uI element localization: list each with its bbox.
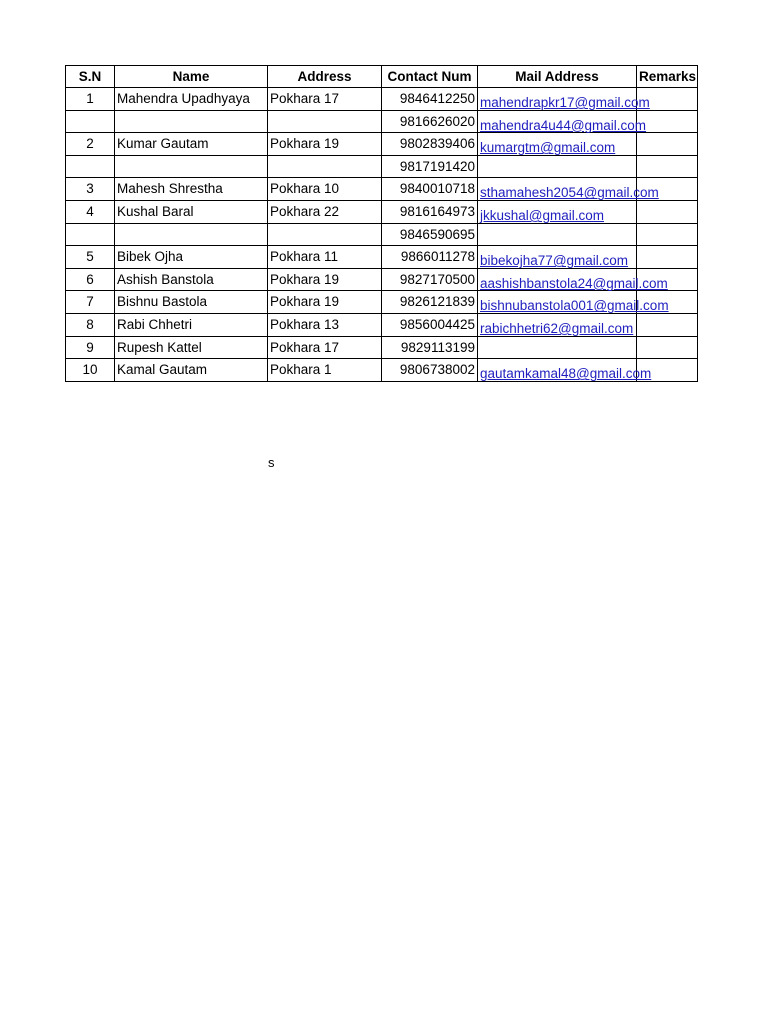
header-sn: S.N: [66, 66, 115, 88]
remarks-cell: [637, 223, 698, 246]
address-cell: Pokhara 17: [268, 336, 382, 359]
table-row: [66, 359, 698, 382]
address-cell: Pokhara 11: [268, 246, 382, 269]
contact-cell: 9829113199: [382, 336, 478, 359]
mail-link[interactable]: mahendrapkr17@gmail.com: [480, 95, 650, 111]
sn-cell: [66, 155, 115, 178]
mail-cell: [478, 178, 659, 201]
sn-cell: 6: [66, 268, 115, 291]
remarks-cell: [637, 133, 698, 156]
name-cell: Kamal Gautam: [115, 359, 268, 382]
mail-link[interactable]: bibekojha77@gmail.com: [480, 253, 629, 269]
contact-cell: 9827170500: [382, 268, 478, 291]
table-row: [66, 223, 698, 246]
sn-cell: 8: [66, 313, 115, 336]
mail-link[interactable]: jkkushal@gmail.com: [480, 208, 604, 224]
name-cell: Kumar Gautam: [115, 133, 268, 156]
mail-cell: [478, 336, 637, 359]
mail-link[interactable]: mahendra4u44@gmail.com: [480, 117, 647, 133]
mail-link[interactable]: sthamahesh2054@gmail.com: [480, 185, 659, 201]
mail-link[interactable]: kumargtm@gmail.com: [480, 140, 616, 156]
name-cell: Mahendra Upadhyaya: [115, 88, 268, 111]
name-cell: Kushal Baral: [115, 200, 268, 223]
sn-cell: 10: [66, 359, 115, 382]
name-cell: Bishnu Bastola: [115, 291, 268, 314]
contact-cell: 9846590695: [382, 223, 478, 246]
mail-cell: [478, 110, 647, 133]
name-cell: Bibek Ojha: [115, 246, 268, 269]
contact-cell: 9856004425: [382, 313, 478, 336]
contact-cell: 9846412250: [382, 88, 478, 111]
address-cell: Pokhara 19: [268, 133, 382, 156]
mail-link[interactable]: gautamkamal48@gmail.com: [480, 366, 652, 382]
header-remarks: Remarks: [637, 66, 698, 88]
mail-cell: [478, 291, 669, 314]
table-row: [66, 155, 698, 178]
address-cell: Pokhara 17: [268, 88, 382, 111]
table-body: [66, 88, 698, 382]
contact-cell: 9806738002: [382, 359, 478, 382]
name-cell: [115, 223, 268, 246]
mail-cell: [478, 88, 650, 111]
mail-cell: [478, 155, 637, 178]
sn-cell: 5: [66, 246, 115, 269]
table-row: [66, 200, 698, 223]
remarks-cell: [637, 336, 698, 359]
sn-cell: 1: [66, 88, 115, 111]
name-cell: [115, 155, 268, 178]
table-header: [66, 66, 698, 88]
header-mail: Mail Address: [478, 66, 637, 88]
table-row: [66, 268, 698, 291]
mail-cell: [478, 223, 637, 246]
name-cell: Rabi Chhetri: [115, 313, 268, 336]
mail-link[interactable]: rabichhetri62@gmail.com: [480, 321, 634, 337]
name-cell: Mahesh Shrestha: [115, 178, 268, 201]
name-cell: Rupesh Kattel: [115, 336, 268, 359]
address-cell: Pokhara 19: [268, 268, 382, 291]
sn-cell: 7: [66, 291, 115, 314]
table-row: [66, 110, 698, 133]
mail-cell: [478, 313, 637, 336]
contact-cell: 9817191420: [382, 155, 478, 178]
name-cell: [115, 110, 268, 133]
remarks-cell: [637, 313, 698, 336]
mail-link[interactable]: bishnubanstola001@gmail.com: [480, 298, 669, 314]
header-contact: Contact Num: [382, 66, 478, 88]
stray-text: s: [268, 455, 275, 470]
table-row: [66, 246, 698, 269]
remarks-cell: [637, 155, 698, 178]
address-cell: Pokhara 22: [268, 200, 382, 223]
address-cell: Pokhara 10: [268, 178, 382, 201]
contact-cell: 9816626020: [382, 110, 478, 133]
address-cell: [268, 155, 382, 178]
contact-cell: 9826121839: [382, 291, 478, 314]
address-cell: Pokhara 19: [268, 291, 382, 314]
sn-cell: 2: [66, 133, 115, 156]
sn-cell: 9: [66, 336, 115, 359]
table-row: [66, 133, 698, 156]
header-name: Name: [115, 66, 268, 88]
address-cell: Pokhara 13: [268, 313, 382, 336]
table-row: [66, 88, 698, 111]
address-cell: Pokhara 1: [268, 359, 382, 382]
header-row: [66, 66, 698, 88]
contact-cell: 9816164973: [382, 200, 478, 223]
header-address: Address: [268, 66, 382, 88]
contact-table: [65, 65, 698, 382]
mail-cell: [478, 359, 652, 382]
mail-cell: [478, 268, 668, 291]
remarks-cell: [637, 246, 698, 269]
contact-cell: 9802839406: [382, 133, 478, 156]
mail-cell: [478, 133, 637, 156]
mail-cell: [478, 246, 637, 269]
address-cell: [268, 110, 382, 133]
table-row: [66, 313, 698, 336]
sn-cell: [66, 223, 115, 246]
contact-cell: 9840010718: [382, 178, 478, 201]
sn-cell: 3: [66, 178, 115, 201]
sn-cell: 4: [66, 200, 115, 223]
address-cell: [268, 223, 382, 246]
sn-cell: [66, 110, 115, 133]
name-cell: Ashish Banstola: [115, 268, 268, 291]
contact-cell: 9866011278: [382, 246, 478, 269]
table-row: [66, 178, 698, 201]
mail-cell: [478, 200, 637, 223]
mail-link[interactable]: aashishbanstola24@gmail.com: [480, 275, 668, 291]
table-row: [66, 291, 698, 314]
remarks-cell: [637, 200, 698, 223]
table-row: [66, 336, 698, 359]
